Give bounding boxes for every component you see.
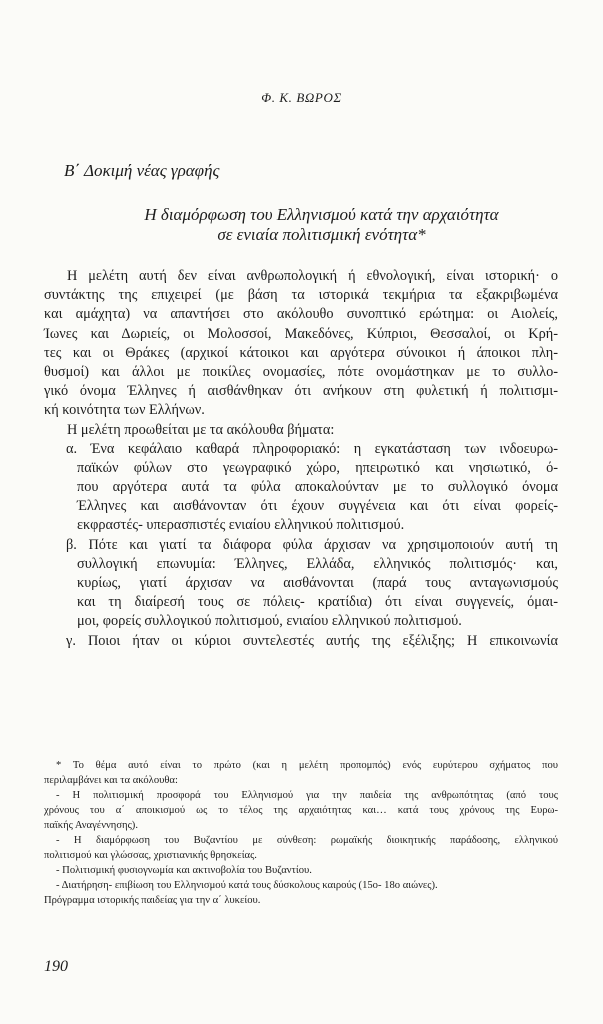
body-line: Η μελέτη προωθείται με τα ακόλουθα βήματα: [67,421,335,438]
list-item-b-cont: συλλογική επωνυμία: Έλληνες, Ελλάδα, ελληνικός πολιτισμός· και, [77,555,558,572]
list-item-b-cont: κυρίως, γιατί άρχισαν να αισθάνονται (παρά τους ανταγωνισμούς [77,575,558,591]
running-head: Φ. Κ. ΒΩΡΟΣ [261,90,342,105]
body-line: και αμάχητα) να απαντήσει στο ακόλουθο συνοπτικό ερώτημα: οι Αιολείς, [44,306,558,323]
article-title [40,205,603,245]
body-line: συντάκτης της επιχειρεί (με βάση τα ιστορικά τεκμήρια τα εξακριβωμένα [44,287,558,304]
body-line: θυσμοί) και άλλοι με ποικίλες ονομασίες, πότε ονομάστηκαν με το συλλο- [44,363,558,380]
list-item-b-cont: μοι, φορείς συλλογικού πολιτισμού, ενιαίου ελληνικού πολιτισμού. [77,613,462,630]
footnote-line: - Η διαμόρφωση του Βυζαντίου με σύνθεση: ρωμαϊκής διοικητικής παράδοσης, ελληνικού [56,835,558,846]
footnote-line: παϊκής Αναγέννησης). [44,820,138,831]
list-item-a: α. Ένα κεφάλαιο καθαρά πληροφοριακό: η εγκατάσταση των ινδοευρω- [66,440,558,457]
footnote-line: περιλαμβάνει και τα ακόλουθα: [44,775,178,786]
footnote-line: - Η πολιτισμική προσφορά του Ελληνισμού για την παιδεία της ανθρωπότητας (από τους [56,790,558,801]
list-item-b: β. Πότε και γιατί τα διάφορα φύλα άρχισαν να χρησιμοποιούν αυτή τη [66,536,558,553]
body-line: γικό όνομα Έλληνες ή αισθάνθηκαν ότι ανήκουν στη φυλετική ή πολιτισμι- [44,383,558,400]
list-item-c: γ. Ποιοι ήταν οι κύριοι συντελεστές αυτής της εξέλιξης; Η επικοινωνία [66,632,558,649]
body-line: κή κοινότητα των Ελλήνων. [44,402,205,419]
article-title-line-2: σε ενιαία πολιτισμική ενότητα* [217,225,426,244]
list-item-a-cont: παϊκών φύλων στο γεωγραφικό χώρο, ηπειρωτικό και νησιωτικό, ό- [77,459,558,476]
body-line: Ίωνες και Δωριείς, οι Μολοσσοί, Μακεδόνες, Κύπριοι, Θεσσαλοί, οι Κρή- [44,325,558,342]
footnotes [44,758,558,908]
footnote-line: πολιτισμού και γλώσσας, χριστιανικής θρησκείας. [44,850,257,861]
body-line: Η μελέτη αυτή δεν είναι ανθρωπολογική ή εθνολογική, είναι ιστορική· ο [67,268,558,284]
article-title-line-1: Η διαμόρφωση του Ελληνισμού κατά την αρχαιότητα [144,205,499,224]
section-title: Β΄ Δοκιμή νέας γραφής [64,161,220,180]
body-line: τες και οι Θράκες (αρχικοί κάτοικοι και αργότερα σύνοικοι ή άποικοι πλη- [44,344,558,361]
footnote-line: - Διατήρηση- επιβίωση του Ελληνισμού κατά τους δύσκολους καιρούς (15ο- 18ο αιώνες). [56,880,438,891]
list-item-a-cont: που αργότερα αυτά τα φύλα αποκαλούνταν με το συλλογικό όνομα [77,479,558,496]
footnote-line: χρόνους του α΄ αποικισμού ως το τέλος της αρχαιότητας και… κατά τους χρόνους της Ευρω- [44,805,558,816]
list-item-a-cont: Έλληνες και αισθάνονταν ότι έχουν συγγένεια και ότι είναι φορείς- [77,498,558,515]
list-item-a-cont: εκφραστές- υπερασπιστές ενιαίου ελληνικού πολιτισμού. [77,517,405,534]
page-number: 190 [44,958,68,975]
footnote-line: - Πολιτισμική φυσιογνωμία και ακτινοβολία του Βυζαντίου. [56,865,312,876]
footnote-line: Πρόγραμμα ιστορικής παιδείας για την α΄ λυκείου. [44,895,261,906]
footnote-line: * Το θέμα αυτό είναι το πρώτο (και η μελέτη προπομπός) ενός ευρύτερου σχήματος που [56,760,558,771]
body-text [44,267,558,651]
list-item-b-cont: και τη διαίρεσή τους σε πόλεις- κρατίδια) ότι είναι συγγενείς, όμαι- [77,594,558,611]
